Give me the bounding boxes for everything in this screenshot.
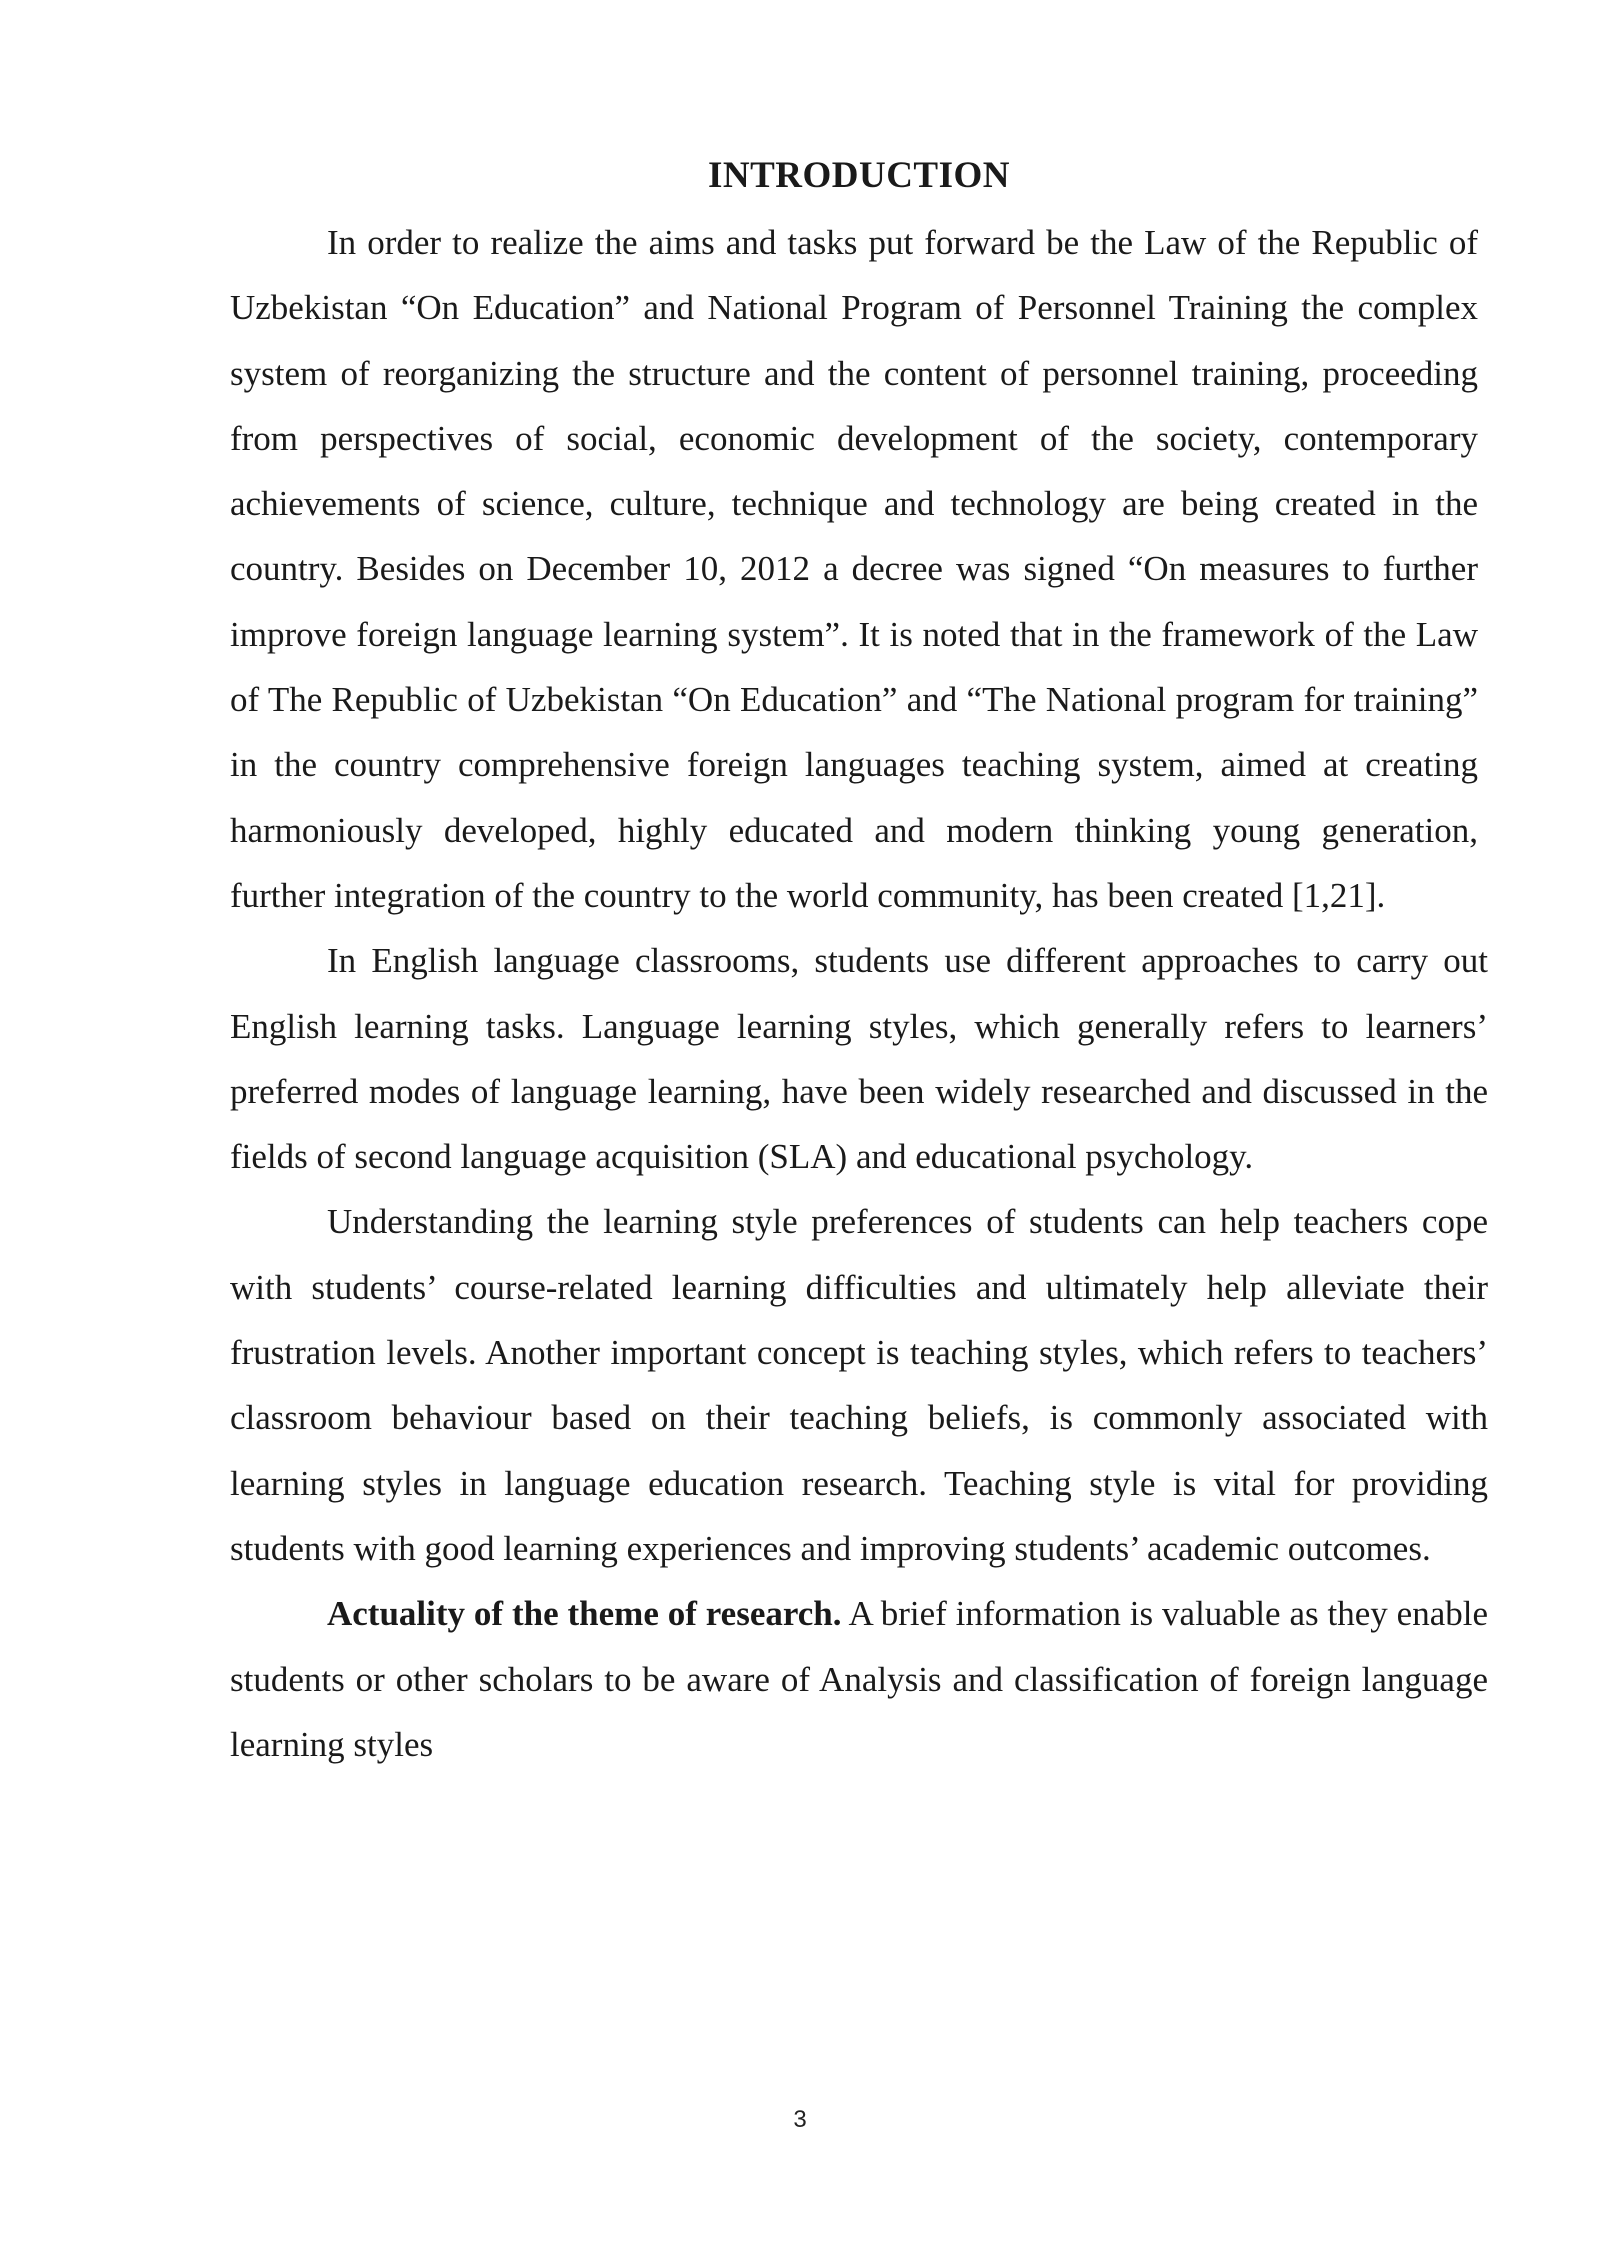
- paragraph-learning-approaches: [230, 928, 1488, 1189]
- paragraph-text: In order to realize the aims and tasks put forward be the Law of the Republic of Uzbekistan “On Education” and National Program of Personnel Training the complex system of reorganizing the structure and the content of personnel training, proceeding from perspectives of social, economic development of the society, contemporary achievements of science, culture, technique and technology are being created in the country. Besides on December 10, 2012 a decree was signed “On measures to further improve foreign language learning system”. It is noted that in the framework of the Law of The Republic of Uzbekistan “On Education” and “The National program for training” in the country comprehensive foreign languages teaching system, aimed at creating harmoniously developed, highly educated and modern thinking young generation, further integration of the country to the world community, has been created [1,21].: [230, 223, 1478, 915]
- page-number: 3: [793, 2106, 807, 2133]
- page-title: INTRODUCTION: [707, 155, 1011, 196]
- paragraph-text: Understanding the learning style preferences of students can help teachers cope with students’ course-related learning difficulties and ultimately help alleviate their frustration levels. Another important concept is teaching styles, which refers to teachers’ classroom behaviour based on their teaching beliefs, is commonly associated with learning styles in language education research. Teaching style is vital for providing students with good learning experiences and improving students’ academic outcomes.: [230, 1202, 1488, 1568]
- paragraph-text: In English language classrooms, students use different approaches to carry out English learning tasks. Language learning styles, which generally refers to learners’ preferred modes of language learning, have been widely researched and discussed in the fields of second language acquisition (SLA) and educational psychology.: [230, 941, 1488, 1177]
- paragraph-text: A brief information is valuable as they enable students or other scholars to be aware of Analysis and classification of foreign language learning styles: [230, 1594, 1488, 1764]
- paragraph-actuality: [230, 1581, 1488, 1777]
- paragraph-learning-style-preferences: [230, 1189, 1488, 1581]
- actuality-heading: Actuality of the theme of research.: [327, 1594, 842, 1634]
- page-content: [230, 150, 1488, 1777]
- paragraph-intro-law: [230, 210, 1478, 928]
